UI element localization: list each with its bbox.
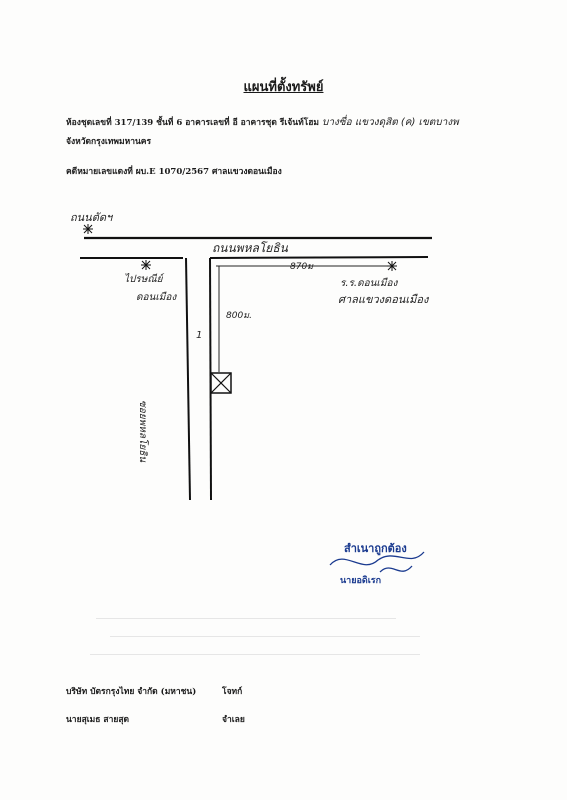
defendant-role: จำเลย (222, 715, 245, 725)
plaintiff-role: โจทก์ (222, 687, 243, 697)
landmark-star-right (387, 261, 397, 271)
case-number-line: คดีหมายเลขแดงที่ ผบ.E 1070/2567 ศาลแขวงดอนเมือง (66, 167, 282, 177)
soi-left-edge (186, 258, 190, 500)
map-label-top-left: ถนนตัดฯ (70, 211, 113, 224)
map-label-left-corner-2: ดอนเมือง (136, 292, 177, 303)
defendant-label: นายสุเมธ สายสุด (66, 715, 130, 725)
map-label-right-bottom: ศาลแขวงดอนเมือง (338, 293, 429, 306)
plaintiff-label: บริษัท บัตรกรุงไทย จำกัด (มหาชน) (66, 687, 197, 697)
stamp-text-bottom: นายอดิเรก (340, 576, 382, 586)
landmark-star-left-corner (141, 260, 151, 270)
document-title: แผนที่ตั้งทรัพย์ (243, 80, 324, 95)
map-label-distance-main: 870ม (290, 262, 314, 272)
map-label-right-top: ร.ร.ดอนเมือง (340, 278, 398, 289)
map-label-soi: ซอยพหลโยธิน (137, 400, 148, 463)
map-label-main-road: ถนนพหลโยธิน (212, 241, 288, 255)
map-label-distance-side: 800ม. (226, 311, 252, 321)
map-label-left-corner-1: ไปรษณีย์ (124, 274, 163, 285)
property-marker (211, 373, 231, 393)
showthrough-line (96, 618, 396, 619)
room-line-printed: ห้องชุดเลขที่ 317/139 ชั้นที่ 6 อาคารเลขที่ อี อาคารชุด รีเจ้นท์โฮม (66, 118, 320, 128)
province-line: จังหวัดกรุงเทพมหานคร (66, 137, 152, 147)
map-label-soi-number: 1 (196, 330, 203, 341)
room-line-handwritten: บางซื่อ แขวงดุสิต (ค) เขตบางพ (322, 117, 459, 128)
showthrough-line (90, 654, 420, 655)
showthrough-line (110, 636, 420, 637)
stamp-text-top: สำเนาถูกต้อง (344, 542, 407, 555)
